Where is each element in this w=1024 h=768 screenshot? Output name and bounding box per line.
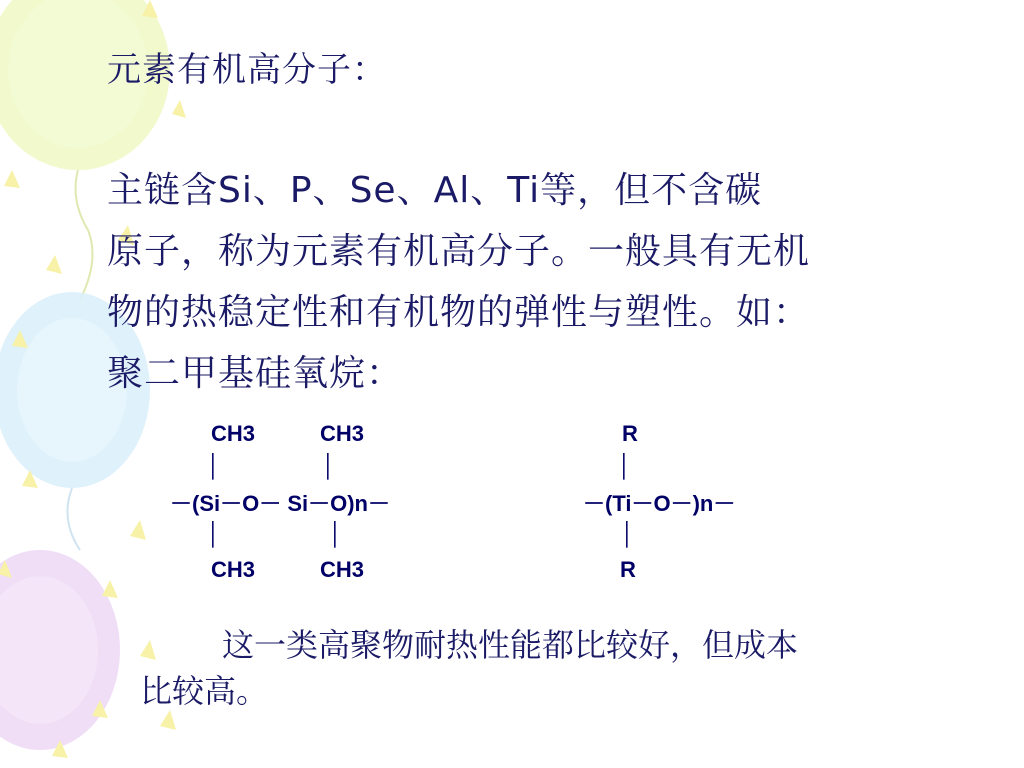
formula-top-label: CH3 bbox=[211, 421, 256, 446]
slide-title: 元素有机高分子： bbox=[107, 50, 387, 90]
formula-top-label: CH3 bbox=[320, 421, 365, 446]
formula-bottom-bond: │ bbox=[329, 521, 343, 546]
formula-bottom-label: CH3 bbox=[320, 557, 365, 582]
body-line: 物的热稳定性和有机物的弹性与塑性。如： bbox=[107, 292, 811, 333]
body-paragraph bbox=[107, 160, 987, 404]
note-line: 这一类高聚物耐热性能都比较好，但成本 bbox=[222, 626, 799, 664]
body-line: 聚二甲基硅氧烷： bbox=[107, 353, 404, 394]
formula-bottom-bond: │ bbox=[621, 521, 635, 546]
formula-chain: －(Ti－O－)n－ bbox=[583, 491, 736, 516]
formula-bottom-bond: │ bbox=[207, 521, 221, 546]
note-paragraph bbox=[140, 622, 960, 714]
formula-chain: －(Si－O－ Si－O)n－ bbox=[170, 491, 391, 516]
note-line: 比较高。 bbox=[140, 672, 269, 710]
body-line: 主链含Si、P、Se、Al、Ti等，但不含碳 bbox=[107, 170, 763, 211]
formula-bottom-label: CH3 bbox=[211, 557, 256, 582]
formula-top-label: R bbox=[622, 421, 638, 446]
formula-bottom-label: R bbox=[620, 557, 636, 582]
formula-top-bond: │ bbox=[207, 453, 221, 478]
formula-top-bond: │ bbox=[618, 453, 632, 478]
body-line: 原子，称为元素有机高分子。一般具有无机 bbox=[107, 231, 811, 272]
formula-top-bond: │ bbox=[322, 453, 336, 478]
